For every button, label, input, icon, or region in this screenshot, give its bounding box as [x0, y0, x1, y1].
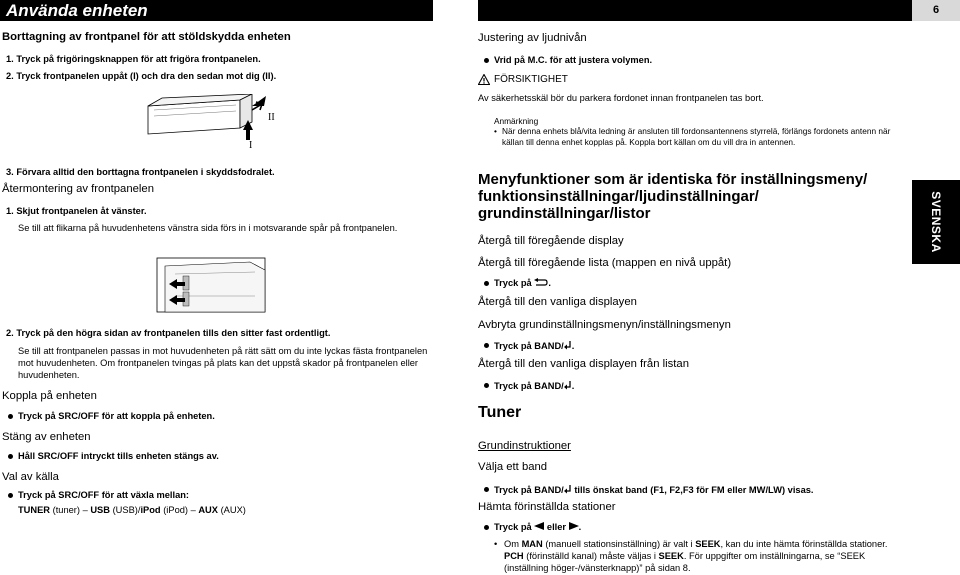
- source-bullet: Tryck på SRC/OFF för att växla mellan:: [18, 490, 190, 500]
- panel-removal-illustration: [140, 94, 290, 152]
- illus-label-i: I: [249, 140, 253, 151]
- language-tab-label: SVENSKA: [929, 191, 943, 253]
- back-list-title: Återgå till föregående lista (mappen en nivå uppåt): [478, 257, 732, 269]
- right-arrow-icon: [569, 522, 579, 530]
- preset-bullet: Tryck på eller .: [494, 522, 582, 532]
- source-usb: USB: [90, 505, 110, 515]
- panel-reattach-illustration: [155, 256, 270, 316]
- normal-from-list-bullet: Tryck på BAND/ .: [494, 381, 575, 391]
- reattach-step-1: 1. Skjut frontpanelen åt vänster.: [6, 206, 147, 216]
- source-ipod-desc: (iPod) –: [160, 505, 199, 515]
- band-return-icon: [564, 484, 572, 494]
- manual-note-g: (förinställd kanal) måste väljas i: [523, 551, 659, 561]
- select-band-bullet: [494, 484, 814, 495]
- return-arrow-icon: [534, 278, 548, 287]
- preset-bullet-text-a: Tryck på: [494, 522, 532, 532]
- remove-step-2: 2. Tryck frontpanelen uppåt (I) och dra den sedan mot dig (II).: [6, 71, 277, 81]
- warning-icon: [478, 74, 490, 85]
- source-aux-desc: (AUX): [217, 505, 246, 515]
- header-bar-right: [478, 0, 912, 21]
- power-off-bullet: Håll SRC/OFF intryckt tills enheten stängs av.: [18, 451, 219, 461]
- source-tuner: TUNER: [18, 505, 51, 515]
- preset-title: Hämta förinställda stationer: [478, 501, 616, 513]
- section-title-power-off: Stäng av enheten: [2, 431, 91, 443]
- remove-step-1: 1. Tryck på frigöringsknappen för att frigöra frontpanelen.: [6, 54, 261, 64]
- section-title-power-on: Koppla på enheten: [2, 390, 97, 402]
- manual-note-seek: SEEK: [695, 539, 721, 549]
- band-return-icon: [564, 340, 572, 350]
- normal-from-list-bullet-text: Tryck på BAND/: [494, 381, 564, 391]
- reattach-step-1-note: Se till att flikarna på huvudenhetens vänstra sida förs in i motsvarande spår på frontpanelen.: [18, 223, 398, 233]
- select-band-title: Välja ett band: [478, 461, 548, 473]
- cancel-menu-bullet: Tryck på BAND/ .: [494, 341, 575, 351]
- section-title-source: Val av källa: [2, 471, 59, 483]
- language-tab: [912, 180, 960, 264]
- source-list: [18, 505, 246, 515]
- section-title-reattach: Återmontering av frontpanelen: [2, 183, 154, 195]
- page-number: 6: [932, 4, 940, 16]
- basic-instructions-title: Grundinstruktioner: [478, 440, 571, 452]
- section-title-volume: Justering av ljudnivån: [478, 32, 587, 44]
- manual-note-i: . För uppgifter om inställningarna, se “SEEK (inställning höger-/vänsterknapp)” på sidan 8.: [504, 551, 866, 573]
- menu-functions-title: Menyfunktioner som är identiska för inställningsmeny/ funktionsinställningar/ljudinställningar/ grundinställningar/listor: [478, 171, 868, 222]
- reattach-step-2-note: Se till att frontpanelen passas in mot huvudenheten på rätt sätt om du inte lyckas fästa frontpanelen mot huvudenheten. Om frontpanelen tvingas på plats kan det uppstå skador på frontpanelen eller huvudenheten.: [18, 346, 428, 380]
- preset-bullet-text-b: eller: [546, 522, 567, 532]
- manual-note-seek-2: SEEK: [658, 551, 684, 561]
- manual-note-a: Om: [504, 539, 522, 549]
- tuner-title: Tuner: [478, 404, 522, 421]
- note-text-body: När denna enhets blå/vita ledning är ansluten till fordonsantennens styrrelä, förlängs fordonets antenn när källan till denna enhet kopplas på. Koppla bort källan om du vill dra in antennen.: [502, 126, 891, 147]
- source-ipod: iPod: [140, 505, 161, 515]
- remove-step-3: 3. Förvara alltid den borttagna frontpanelen i skyddsfodralet.: [6, 167, 275, 177]
- back-list-bullet: Tryck på .: [494, 278, 551, 288]
- select-band-bullet-text-b: tills önskat band (F1, F2,F3 för FM eller MW/LW) visas.: [571, 485, 814, 495]
- volume-bullet: Vrid på M.C. för att justera volymen.: [494, 55, 653, 65]
- normal-from-list-title: Återgå till den vanliga displayen från listan: [478, 358, 690, 370]
- back-normal-title: Återgå till den vanliga displayen: [478, 296, 637, 308]
- header-bar: [0, 0, 433, 21]
- illus-label-ii: II: [268, 112, 275, 123]
- select-band-bullet-text-a: Tryck på BAND/: [494, 485, 564, 495]
- caution-text: Av säkerhetsskäl bör du parkera fordonet innan frontpanelen tas bort.: [478, 93, 764, 103]
- manual-note-man: MAN: [521, 539, 543, 549]
- note-text: • När denna enhets blå/vita ledning är ansluten till fordonsantennens styrrelä, förlängs fordonets antenn när källan till denna enhet kopplas på. Koppla bort källan om du vill dra in antennen.: [494, 126, 891, 147]
- cancel-menu-title: Avbryta grundinställningsmenyn/inställningsmenyn: [478, 319, 731, 331]
- manual-note-pch: PCH: [504, 551, 524, 561]
- back-list-bullet-text: Tryck på: [494, 278, 532, 288]
- source-aux: AUX: [198, 505, 218, 515]
- source-tuner-desc: (tuner) –: [50, 505, 91, 515]
- source-usb-desc: (USB)/: [109, 505, 141, 515]
- section-title-remove-panel: Borttagning av frontpanel för att stöldskydda enheten: [2, 31, 291, 43]
- power-on-bullet: Tryck på SRC/OFF för att koppla på enheten.: [18, 411, 215, 421]
- back-display-title: Återgå till föregående display: [478, 235, 624, 247]
- manual-note-c: (manuell stationsinställning) är valt i: [542, 539, 696, 549]
- page-number-box: [912, 0, 960, 21]
- note-title: Anmärkning: [494, 116, 539, 126]
- page-title: Använda enheten: [6, 1, 148, 20]
- reattach-step-2: 2. Tryck på den högra sidan av frontpanelen tills den sitter fast ordentligt.: [6, 328, 331, 338]
- left-arrow-icon: [534, 522, 544, 530]
- cancel-menu-bullet-text: Tryck på BAND/: [494, 341, 564, 351]
- band-return-icon: [564, 380, 572, 390]
- manual-note-e: , kan du inte hämta förinställda stationer.: [720, 539, 888, 549]
- manual-note: • Om MAN (manuell stationsinställning) är valt i SEEK, kan du inte hämta förinställda stationer. PCH (förinställd kanal) måste väljas i SEEK. För uppgifter om inställningarna, se “SEEK (inställning höger-/vänsterknapp)” på sidan 8.: [494, 539, 888, 573]
- caution-title: FÖRSIKTIGHET: [494, 74, 568, 85]
